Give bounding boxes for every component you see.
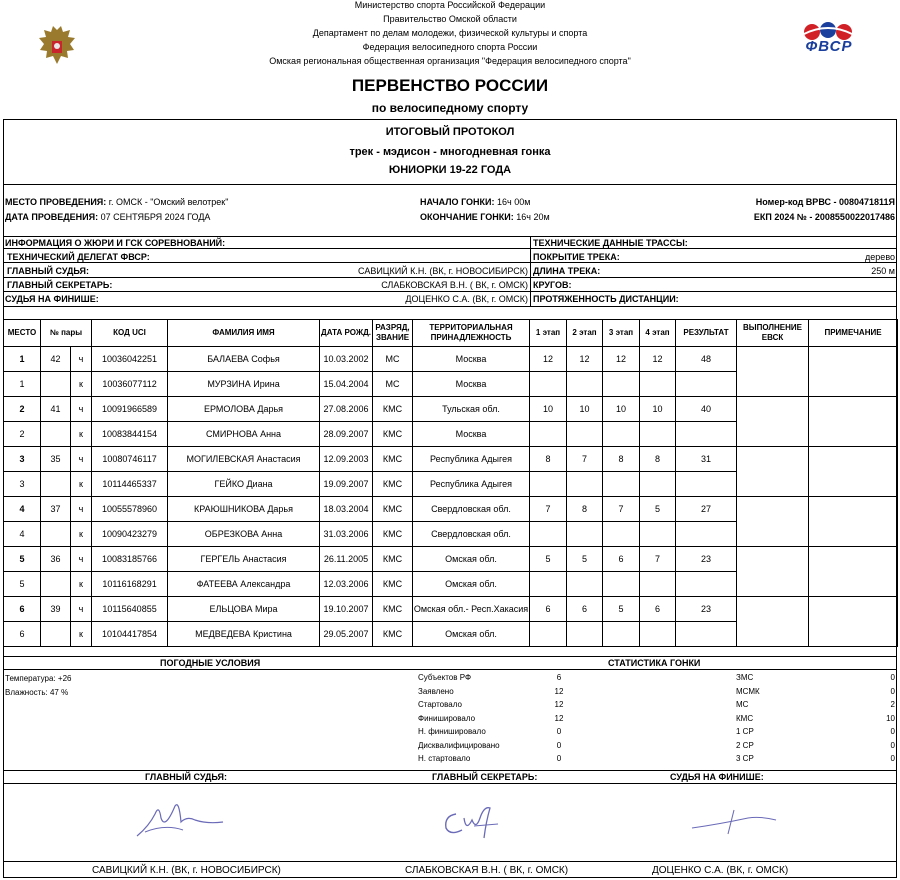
cell-s3: 10	[603, 397, 640, 422]
cell-role: к	[71, 472, 92, 497]
cell-s3: 7	[603, 497, 640, 522]
stats-heading: СТАТИСТИКА ГОНКИ	[608, 658, 701, 668]
cell-place: 5	[4, 547, 41, 572]
divider	[3, 783, 897, 784]
start-row	[420, 197, 530, 207]
cell-note	[809, 447, 898, 497]
date-value: 07 СЕНТЯБРЯ 2024 ГОДА	[100, 212, 211, 222]
cell-uci: 10036077112	[92, 372, 168, 397]
cell-result: 23	[676, 547, 737, 572]
cell-place: 2	[4, 397, 41, 422]
cell-name: СМИРНОВА Анна	[168, 422, 320, 447]
cell-s4: 7	[640, 547, 676, 572]
table-row	[4, 397, 898, 422]
finish-judge-value: ДОЦЕНКО С.А. (ВК, г. ОМСК)	[405, 294, 528, 304]
cell-s1: 7	[530, 497, 567, 522]
table-row	[4, 547, 898, 572]
cell-region: Свердловская обл.	[413, 522, 530, 547]
cell-role: ч	[71, 397, 92, 422]
cell-s1: 10	[530, 397, 567, 422]
cell-result: 31	[676, 447, 737, 472]
cell-result: 27	[676, 497, 737, 522]
cell-pair	[41, 572, 71, 597]
chief-secretary-signature-icon	[440, 802, 500, 842]
rank-stat-label: 2 СР	[736, 740, 754, 750]
stat-value: 0	[556, 727, 562, 736]
header-line-2: Правительство Омской области	[383, 14, 517, 24]
cell-s4: 5	[640, 497, 676, 522]
cell-result	[676, 622, 737, 647]
cell-place: 1	[4, 347, 41, 372]
divider	[3, 236, 897, 237]
rank-stat-label: ЗМС	[736, 673, 754, 682]
rank-stat-value: 0	[890, 740, 895, 750]
stat-label: Заявлено	[418, 686, 454, 696]
cell-s1	[530, 472, 567, 497]
finish-judge-name: ДОЦЕНКО С.А. (ВК, г. ОМСК)	[652, 865, 789, 876]
col-name: ФАМИЛИЯ ИМЯ	[168, 320, 320, 347]
cell-s1: 12	[530, 347, 567, 372]
divider	[3, 861, 897, 862]
cell-name: ГЕЙКО Диана	[168, 472, 320, 497]
fvsr-logo-text: ФВСР	[805, 38, 853, 55]
venue-row	[5, 197, 228, 207]
cell-place: 1	[4, 372, 41, 397]
cell-rank: КМС	[373, 522, 413, 547]
cell-dob: 31.03.2006	[320, 522, 373, 547]
divider	[3, 248, 897, 249]
end-row	[420, 212, 550, 222]
cell-name: ЕЛЬЦОВА Мира	[168, 597, 320, 622]
cell-s2: 5	[567, 547, 603, 572]
cell-dob: 12.09.2003	[320, 447, 373, 472]
tech-delegate-label: ТЕХНИЧЕСКИЙ ДЕЛЕГАТ ФВСР:	[7, 252, 150, 262]
cell-s3	[603, 572, 640, 597]
col-evsk: ВЫПОЛНЕНИЕ ЕВСК	[737, 320, 809, 347]
cell-result	[676, 572, 737, 597]
cell-role: к	[71, 572, 92, 597]
ekp-value: ЕКП 2024 № - 2008550022017486	[753, 212, 895, 222]
rank-stat-value: 10	[886, 713, 895, 723]
cell-place: 5	[4, 572, 41, 597]
cell-dob: 10.03.2002	[320, 347, 373, 372]
cell-place: 3	[4, 472, 41, 497]
cell-role: ч	[71, 497, 92, 522]
rank-stat-value: 0	[890, 754, 895, 763]
end-label: ОКОНЧАНИЕ ГОНКИ:	[420, 212, 514, 222]
cell-result: 23	[676, 597, 737, 622]
cell-result	[676, 522, 737, 547]
cell-pair	[41, 622, 71, 647]
cell-rank: КМС	[373, 622, 413, 647]
cell-s3: 8	[603, 447, 640, 472]
track-length-label: ДЛИНА ТРЕКА:	[533, 266, 601, 276]
cell-s1	[530, 372, 567, 397]
cell-s4: 10	[640, 397, 676, 422]
cell-rank: МС	[373, 347, 413, 372]
stat-value: 0	[556, 740, 562, 750]
rank-stat-value: 0	[890, 686, 895, 696]
cell-note	[809, 347, 898, 397]
cell-uci: 10115640855	[92, 597, 168, 622]
track-surface-value: дерево	[865, 252, 895, 262]
stat-value: 12	[554, 686, 564, 696]
cell-result	[676, 472, 737, 497]
rank-stat-label: 3 СР	[736, 754, 754, 763]
cell-pair	[41, 372, 71, 397]
chief-judge-label: ГЛАВНЫЙ СУДЬЯ:	[7, 266, 89, 276]
date-row	[5, 212, 210, 222]
cell-evsk	[737, 497, 809, 547]
cell-dob: 27.08.2006	[320, 397, 373, 422]
cell-name: МЕДВЕДЕВА Кристина	[168, 622, 320, 647]
chief-judge-name: САВИЦКИЙ К.Н. (ВК, г. НОВОСИБИРСК)	[92, 865, 281, 876]
protocol-title: ИТОГОВЫЙ ПРОТОКОЛ	[385, 126, 515, 138]
cell-role: ч	[71, 547, 92, 572]
cell-region: Москва	[413, 347, 530, 372]
finish-judge-label: СУДЬЯ НА ФИНИШЕ:	[5, 294, 99, 304]
cell-s3: 12	[603, 347, 640, 372]
cell-rank: КМС	[373, 572, 413, 597]
cell-rank: КМС	[373, 397, 413, 422]
divider	[3, 291, 897, 292]
cell-uci: 10104417854	[92, 622, 168, 647]
weather-heading: ПОГОДНЫЕ УСЛОВИЯ	[160, 658, 261, 668]
cell-region: Москва	[413, 372, 530, 397]
chief-judge-heading: ГЛАВНЫЙ СУДЬЯ:	[145, 772, 227, 782]
cell-s4	[640, 572, 676, 597]
cell-s3	[603, 372, 640, 397]
cell-region: Тульская обл.	[413, 397, 530, 422]
cell-name: ФАТЕЕВА Александра	[168, 572, 320, 597]
cell-pair: 42	[41, 347, 71, 372]
cell-region: Москва	[413, 422, 530, 447]
cell-note	[809, 597, 898, 647]
divider	[530, 236, 531, 307]
table-row	[4, 597, 898, 622]
cell-region: Свердловская обл.	[413, 497, 530, 522]
cell-dob: 15.04.2004	[320, 372, 373, 397]
cell-uci: 10091966589	[92, 397, 168, 422]
col-result: РЕЗУЛЬТАТ	[676, 320, 737, 347]
divider	[3, 184, 897, 185]
chief-judge-value: САВИЦКИЙ К.Н. (ВК, г. НОВОСИБИРСК)	[358, 266, 528, 276]
col-pair: № пары	[41, 320, 92, 347]
cell-note	[809, 547, 898, 597]
results-table	[3, 319, 898, 647]
stat-label: Н. финишировало	[418, 727, 486, 736]
cell-evsk	[737, 347, 809, 397]
chief-secretary-heading: ГЛАВНЫЙ СЕКРЕТАРЬ:	[432, 772, 538, 782]
cell-name: ЕРМОЛОВА Дарья	[168, 397, 320, 422]
cell-role: ч	[71, 597, 92, 622]
cell-place: 6	[4, 622, 41, 647]
cell-s1	[530, 572, 567, 597]
cell-name: МОГИЛЕВСКАЯ Анастасия	[168, 447, 320, 472]
col-region: ТЕРРИТОРИАЛЬНАЯ ПРИНАДЛЕЖНОСТЬ	[413, 320, 530, 347]
cell-name: МУРЗИНА Ирина	[168, 372, 320, 397]
cell-pair: 39	[41, 597, 71, 622]
cell-s3	[603, 522, 640, 547]
cell-s1: 8	[530, 447, 567, 472]
cell-uci: 10090423279	[92, 522, 168, 547]
header-line-3: Департамент по делам молодежи, физической культуры и спорта	[312, 28, 588, 38]
cell-note	[809, 397, 898, 447]
cell-s2	[567, 522, 603, 547]
cell-s3: 6	[603, 547, 640, 572]
rank-stat-value: 2	[890, 700, 895, 709]
cell-s4	[640, 422, 676, 447]
track-surface-label: ПОКРЫТИЕ ТРЕКА:	[533, 252, 620, 262]
cell-result	[676, 422, 737, 447]
cell-dob: 12.03.2006	[320, 572, 373, 597]
cell-s1	[530, 422, 567, 447]
finish-judge-signature-icon	[690, 806, 780, 836]
cell-s4	[640, 622, 676, 647]
stat-label: Дисквалифицировано	[418, 740, 500, 750]
stat-value: 12	[554, 700, 564, 709]
cell-pair: 41	[41, 397, 71, 422]
rank-stat-label: 1 СР	[736, 727, 754, 736]
cell-region: Омская обл.	[413, 572, 530, 597]
divider	[3, 262, 897, 263]
table-row	[4, 447, 898, 472]
cell-s4: 12	[640, 347, 676, 372]
cell-s3	[603, 622, 640, 647]
cell-s4	[640, 372, 676, 397]
cell-s2	[567, 572, 603, 597]
finish-judge-heading: СУДЬЯ НА ФИНИШЕ:	[670, 772, 764, 782]
col-stage2: 2 этап	[567, 320, 603, 347]
cell-region: Республика Адыгея	[413, 472, 530, 497]
cell-s2: 10	[567, 397, 603, 422]
cell-s3	[603, 422, 640, 447]
cell-role: к	[71, 622, 92, 647]
cell-s4: 6	[640, 597, 676, 622]
start-label: НАЧАЛО ГОНКИ:	[420, 197, 495, 207]
weather-humidity: Влажность: 47 %	[5, 688, 69, 697]
col-stage3: 3 этап	[603, 320, 640, 347]
rank-stat-label: МСМК	[736, 686, 760, 696]
stat-value: 0	[556, 754, 562, 763]
cell-result: 48	[676, 347, 737, 372]
rank-stat-value: 0	[890, 727, 895, 736]
cell-s3: 5	[603, 597, 640, 622]
cell-uci: 10080746117	[92, 447, 168, 472]
table-row	[4, 347, 898, 372]
cell-s2: 7	[567, 447, 603, 472]
col-uci: КОД UCI	[92, 320, 168, 347]
cell-rank: КМС	[373, 472, 413, 497]
cell-name: ОБРЕЗКОВА Анна	[168, 522, 320, 547]
track-heading: ТЕХНИЧЕСКИЕ ДАННЫЕ ТРАССЫ:	[533, 238, 688, 248]
cell-pair	[41, 472, 71, 497]
cell-place: 2	[4, 422, 41, 447]
rank-stat-label: КМС	[736, 713, 754, 723]
table-row	[4, 497, 898, 522]
cell-name: ГЕРГЕЛЬ Анастасия	[168, 547, 320, 572]
cell-role: к	[71, 522, 92, 547]
protocol-category: ЮНИОРКИ 19-22 ГОДА	[388, 164, 512, 176]
chief-secretary-name: СЛАБКОВСКАЯ В.Н. ( ВК, г. ОМСК)	[405, 865, 569, 876]
weather-temperature: Температура: +26	[5, 674, 72, 683]
cell-note	[809, 497, 898, 547]
divider	[3, 770, 897, 771]
page-title: ПЕРВЕНСТВО РОССИИ	[351, 76, 549, 95]
track-laps-label: КРУГОВ:	[533, 280, 572, 290]
cell-role: к	[71, 422, 92, 447]
chief-judge-signature-icon	[135, 796, 225, 840]
divider	[3, 306, 897, 307]
cell-dob: 19.10.2007	[320, 597, 373, 622]
stat-label: Финишировало	[418, 713, 476, 723]
venue-value: г. ОМСК - "Омский велотрек"	[108, 197, 229, 207]
cell-result: 40	[676, 397, 737, 422]
col-dob: ДАТА РОЖД.	[320, 320, 373, 347]
cell-uci: 10055578960	[92, 497, 168, 522]
stat-value: 12	[554, 713, 564, 723]
cell-evsk	[737, 447, 809, 497]
header-line-1: Министерство спорта Российской Федерации	[354, 0, 546, 10]
cell-region: Республика Адыгея	[413, 447, 530, 472]
cell-uci: 10083844154	[92, 422, 168, 447]
cell-s2	[567, 372, 603, 397]
cell-evsk	[737, 597, 809, 647]
cell-role: ч	[71, 447, 92, 472]
stat-label: Н. стартовало	[418, 754, 471, 763]
cell-region: Омская обл.	[413, 622, 530, 647]
track-distance-label: ПРОТЯЖЕННОСТЬ ДИСТАНЦИИ:	[533, 294, 679, 304]
cell-evsk	[737, 547, 809, 597]
col-note: ПРИМЕЧАНИЕ	[809, 320, 898, 347]
cell-rank: КМС	[373, 597, 413, 622]
track-length-value: 250 м	[871, 266, 895, 276]
cell-dob: 28.09.2007	[320, 422, 373, 447]
cell-place: 4	[4, 497, 41, 522]
cell-s1	[530, 622, 567, 647]
chief-secretary-label: ГЛАВНЫЙ СЕКРЕТАРЬ:	[7, 280, 113, 290]
divider	[3, 277, 897, 278]
stat-label: Стартовало	[418, 700, 462, 709]
date-label: ДАТА ПРОВЕДЕНИЯ:	[5, 212, 99, 222]
cell-s4: 8	[640, 447, 676, 472]
header-line-4: Федерация велосипедного спорта России	[362, 42, 538, 52]
col-place: МЕСТО	[4, 320, 41, 347]
code-value: Номер-код ВРВС - 0080471811Я	[755, 197, 895, 207]
cell-s2: 12	[567, 347, 603, 372]
rank-stat-value: 0	[890, 673, 895, 682]
protocol-discipline: трек - мэдисон - многодневная гонка	[349, 146, 551, 158]
cell-s2	[567, 622, 603, 647]
cell-s4	[640, 472, 676, 497]
cell-pair	[41, 522, 71, 547]
cell-pair	[41, 422, 71, 447]
coat-of-arms-icon	[34, 24, 80, 70]
cell-dob: 19.09.2007	[320, 472, 373, 497]
cell-rank: КМС	[373, 497, 413, 522]
cell-uci: 10114465337	[92, 472, 168, 497]
cell-pair: 35	[41, 447, 71, 472]
cell-uci: 10036042251	[92, 347, 168, 372]
start-value: 16ч 00м	[497, 197, 531, 207]
table-header-row	[4, 320, 898, 347]
cell-dob: 29.05.2007	[320, 622, 373, 647]
cell-role: ч	[71, 347, 92, 372]
page-subtitle: по велосипедному спорту	[371, 101, 529, 115]
cell-s1	[530, 522, 567, 547]
col-rank: РАЗРЯД, ЗВАНИЕ	[373, 320, 413, 347]
cell-s3	[603, 472, 640, 497]
cell-rank: КМС	[373, 547, 413, 572]
cell-pair: 37	[41, 497, 71, 522]
cell-s2: 6	[567, 597, 603, 622]
cell-role: к	[71, 372, 92, 397]
cell-place: 6	[4, 597, 41, 622]
jury-heading: ИНФОРМАЦИЯ О ЖЮРИ И ГСК СОРЕВНОВАНИЙ:	[5, 238, 226, 248]
chief-secretary-value: СЛАБКОВСКАЯ В.Н. ( ВК, г. ОМСК)	[381, 280, 528, 290]
cell-rank: КМС	[373, 422, 413, 447]
end-value: 16ч 20м	[516, 212, 550, 222]
cell-evsk	[737, 397, 809, 447]
cell-uci: 10083185766	[92, 547, 168, 572]
cell-s2	[567, 472, 603, 497]
cell-s2	[567, 422, 603, 447]
cell-region: Омская обл.- Респ.Хакасия	[413, 597, 530, 622]
stat-value: 6	[556, 673, 562, 682]
cell-name: КРАЮШНИКОВА Дарья	[168, 497, 320, 522]
cell-rank: МС	[373, 372, 413, 397]
rank-stat-label: МС	[736, 700, 749, 709]
header-line-5: Омская региональная общественная организация "Федерация велосипедного спорта"	[269, 56, 631, 66]
divider	[3, 656, 897, 657]
cell-rank: КМС	[373, 447, 413, 472]
divider	[3, 669, 897, 670]
cell-s1: 5	[530, 547, 567, 572]
venue-label: МЕСТО ПРОВЕДЕНИЯ:	[5, 197, 107, 207]
cell-region: Омская обл.	[413, 547, 530, 572]
cell-dob: 26.11.2005	[320, 547, 373, 572]
cell-place: 4	[4, 522, 41, 547]
cell-s1: 6	[530, 597, 567, 622]
cell-name: БАЛАЕВА Софья	[168, 347, 320, 372]
stat-label: Субъектов РФ	[418, 673, 472, 682]
cell-place: 3	[4, 447, 41, 472]
cell-s2: 8	[567, 497, 603, 522]
cell-dob: 18.03.2004	[320, 497, 373, 522]
col-stage4: 4 этап	[640, 320, 676, 347]
col-stage1: 1 этап	[530, 320, 567, 347]
cell-uci: 10116168291	[92, 572, 168, 597]
cell-pair: 36	[41, 547, 71, 572]
cell-s4	[640, 522, 676, 547]
cell-result	[676, 372, 737, 397]
